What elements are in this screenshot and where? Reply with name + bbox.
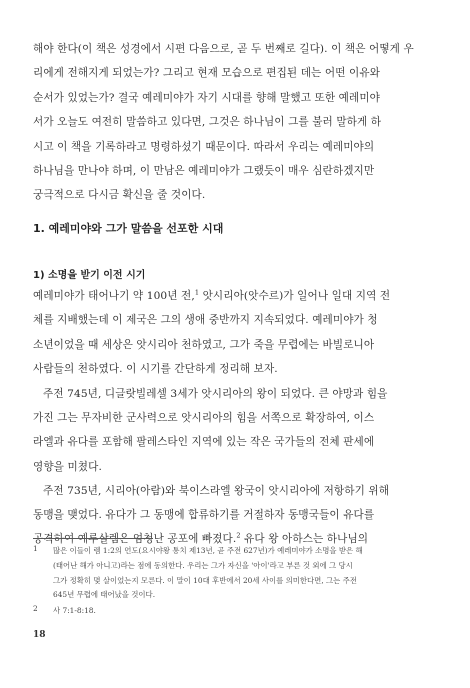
footnote-ref[interactable]: 1 (194, 288, 200, 297)
text-line: 하나님을 만나야 하며, 이 만남은 예레미야가 그랬듯이 매우 심란하겠지만 (33, 164, 375, 177)
footnote-line: 많은 이들이 렘 1:2의 언도(요시야왕 통치 제13년, 곧 주전 627년)가 예레미야가 소명을 받은 해 (53, 546, 363, 555)
footnote-ref[interactable]: 2 (236, 531, 241, 540)
text-line: 소년이었을 때 세상은 앗시리아 천하였고, 그가 죽을 무렵에는 바빌로니아 (33, 338, 375, 351)
text-line: 사람들의 천하였다. 이 시기를 간단하게 정리해 보자. (33, 363, 278, 376)
paragraph-745 (33, 382, 437, 406)
footnote-line: 645년 무렵에 태어났을 것이다. (53, 590, 156, 600)
text-span: 공격하여 예루살렘은 엄청난 공포에 빠졌다. (33, 533, 237, 546)
text-line (33, 284, 437, 308)
text-line: 영향을 미쳤다. (33, 460, 102, 473)
subsection-heading: 1) 소명을 받기 이전 시기 (33, 270, 146, 281)
paragraph-745-cont (33, 406, 437, 479)
text-line: 시고 이 책을 기록하라고 명령하셨기 때문이다. 따라서 우리는 예레미야의 (33, 140, 375, 153)
text-line: 서가 오늘도 여전히 말씀하고 있다면, 그것은 하나님이 그를 불러 말하게 하 (33, 116, 382, 129)
footnote-line: 그가 정확히 몇 살이었는지 모른다. 이 말이 10대 후반에서 20세 사이를 의미한다면, 그는 주전 (53, 575, 357, 585)
paragraph-intro (33, 37, 437, 208)
text-line: 해야 한다(이 책은 성경에서 시편 다음으로, 곧 두 번째로 길다). 이 책은 어떻게 우 (33, 43, 414, 55)
footnote-line: 사 7:1-8:18. (53, 606, 96, 615)
text-line: 주전 735년, 시리아(아람)와 북이스라엘 왕국이 앗시리아에 저항하기 위해 (43, 485, 390, 497)
footnote-text (53, 544, 437, 603)
text-line: 체를 지배했는데 이 제국은 그의 생애 중반까지 지속되었다. 예레미야가 청 (33, 314, 378, 327)
text-line: 라엘과 유다를 포함해 팔레스타인 지역에 있는 작은 국가들의 전체 판세에 (33, 436, 375, 449)
footnote-number: 2 (33, 604, 38, 613)
text-line: 가진 그는 무자비한 군사력으로 앗시리아의 힘을 서쪽으로 확장하여, 이스 (33, 412, 375, 424)
footnote-divider (33, 538, 153, 539)
footnote-line: (태어난 해가 아니고)라는 점에 동의한다. 우리는 그가 자신을 '아이'라고 부른 것 외에 그 당시 (53, 560, 353, 570)
footnote-text (53, 604, 437, 619)
footnote-number: 1 (33, 544, 38, 553)
page-number: 18 (33, 630, 46, 640)
paragraph-assyria (33, 284, 437, 382)
text-line: 동맹을 맺었다. 유다가 그 동맹에 합류하기를 거절하자 동맹국들이 유다를 (33, 509, 375, 521)
text-line: 궁극적으로 다시금 확신을 줄 것이다. (33, 189, 206, 202)
text-line: 순서가 있었는가? 결국 예레미야가 자기 시대를 향해 말했고 또한 예레미야 (33, 91, 380, 104)
text-span: 예레미야가 태어나기 약 100년 전, (33, 290, 195, 302)
paragraph-735 (33, 479, 437, 503)
text-span: 유다 왕 아하스는 하나님의 (240, 533, 369, 546)
section-heading: 1. 예레미야와 그가 말씀을 선포한 시대 (33, 222, 224, 235)
text-line: 주전 745년, 디글랏빌레셀 3세가 앗시리아의 왕이 되었다. 큰 야망과 힘을 (43, 388, 388, 400)
text-line: 리에게 전해지게 되었는가? 그리고 현재 모습으로 편집된 데는 어떤 이유와 (33, 67, 380, 80)
text-span: 앗시리아(앗수르)가 일어나 일대 지역 전 (199, 290, 391, 302)
